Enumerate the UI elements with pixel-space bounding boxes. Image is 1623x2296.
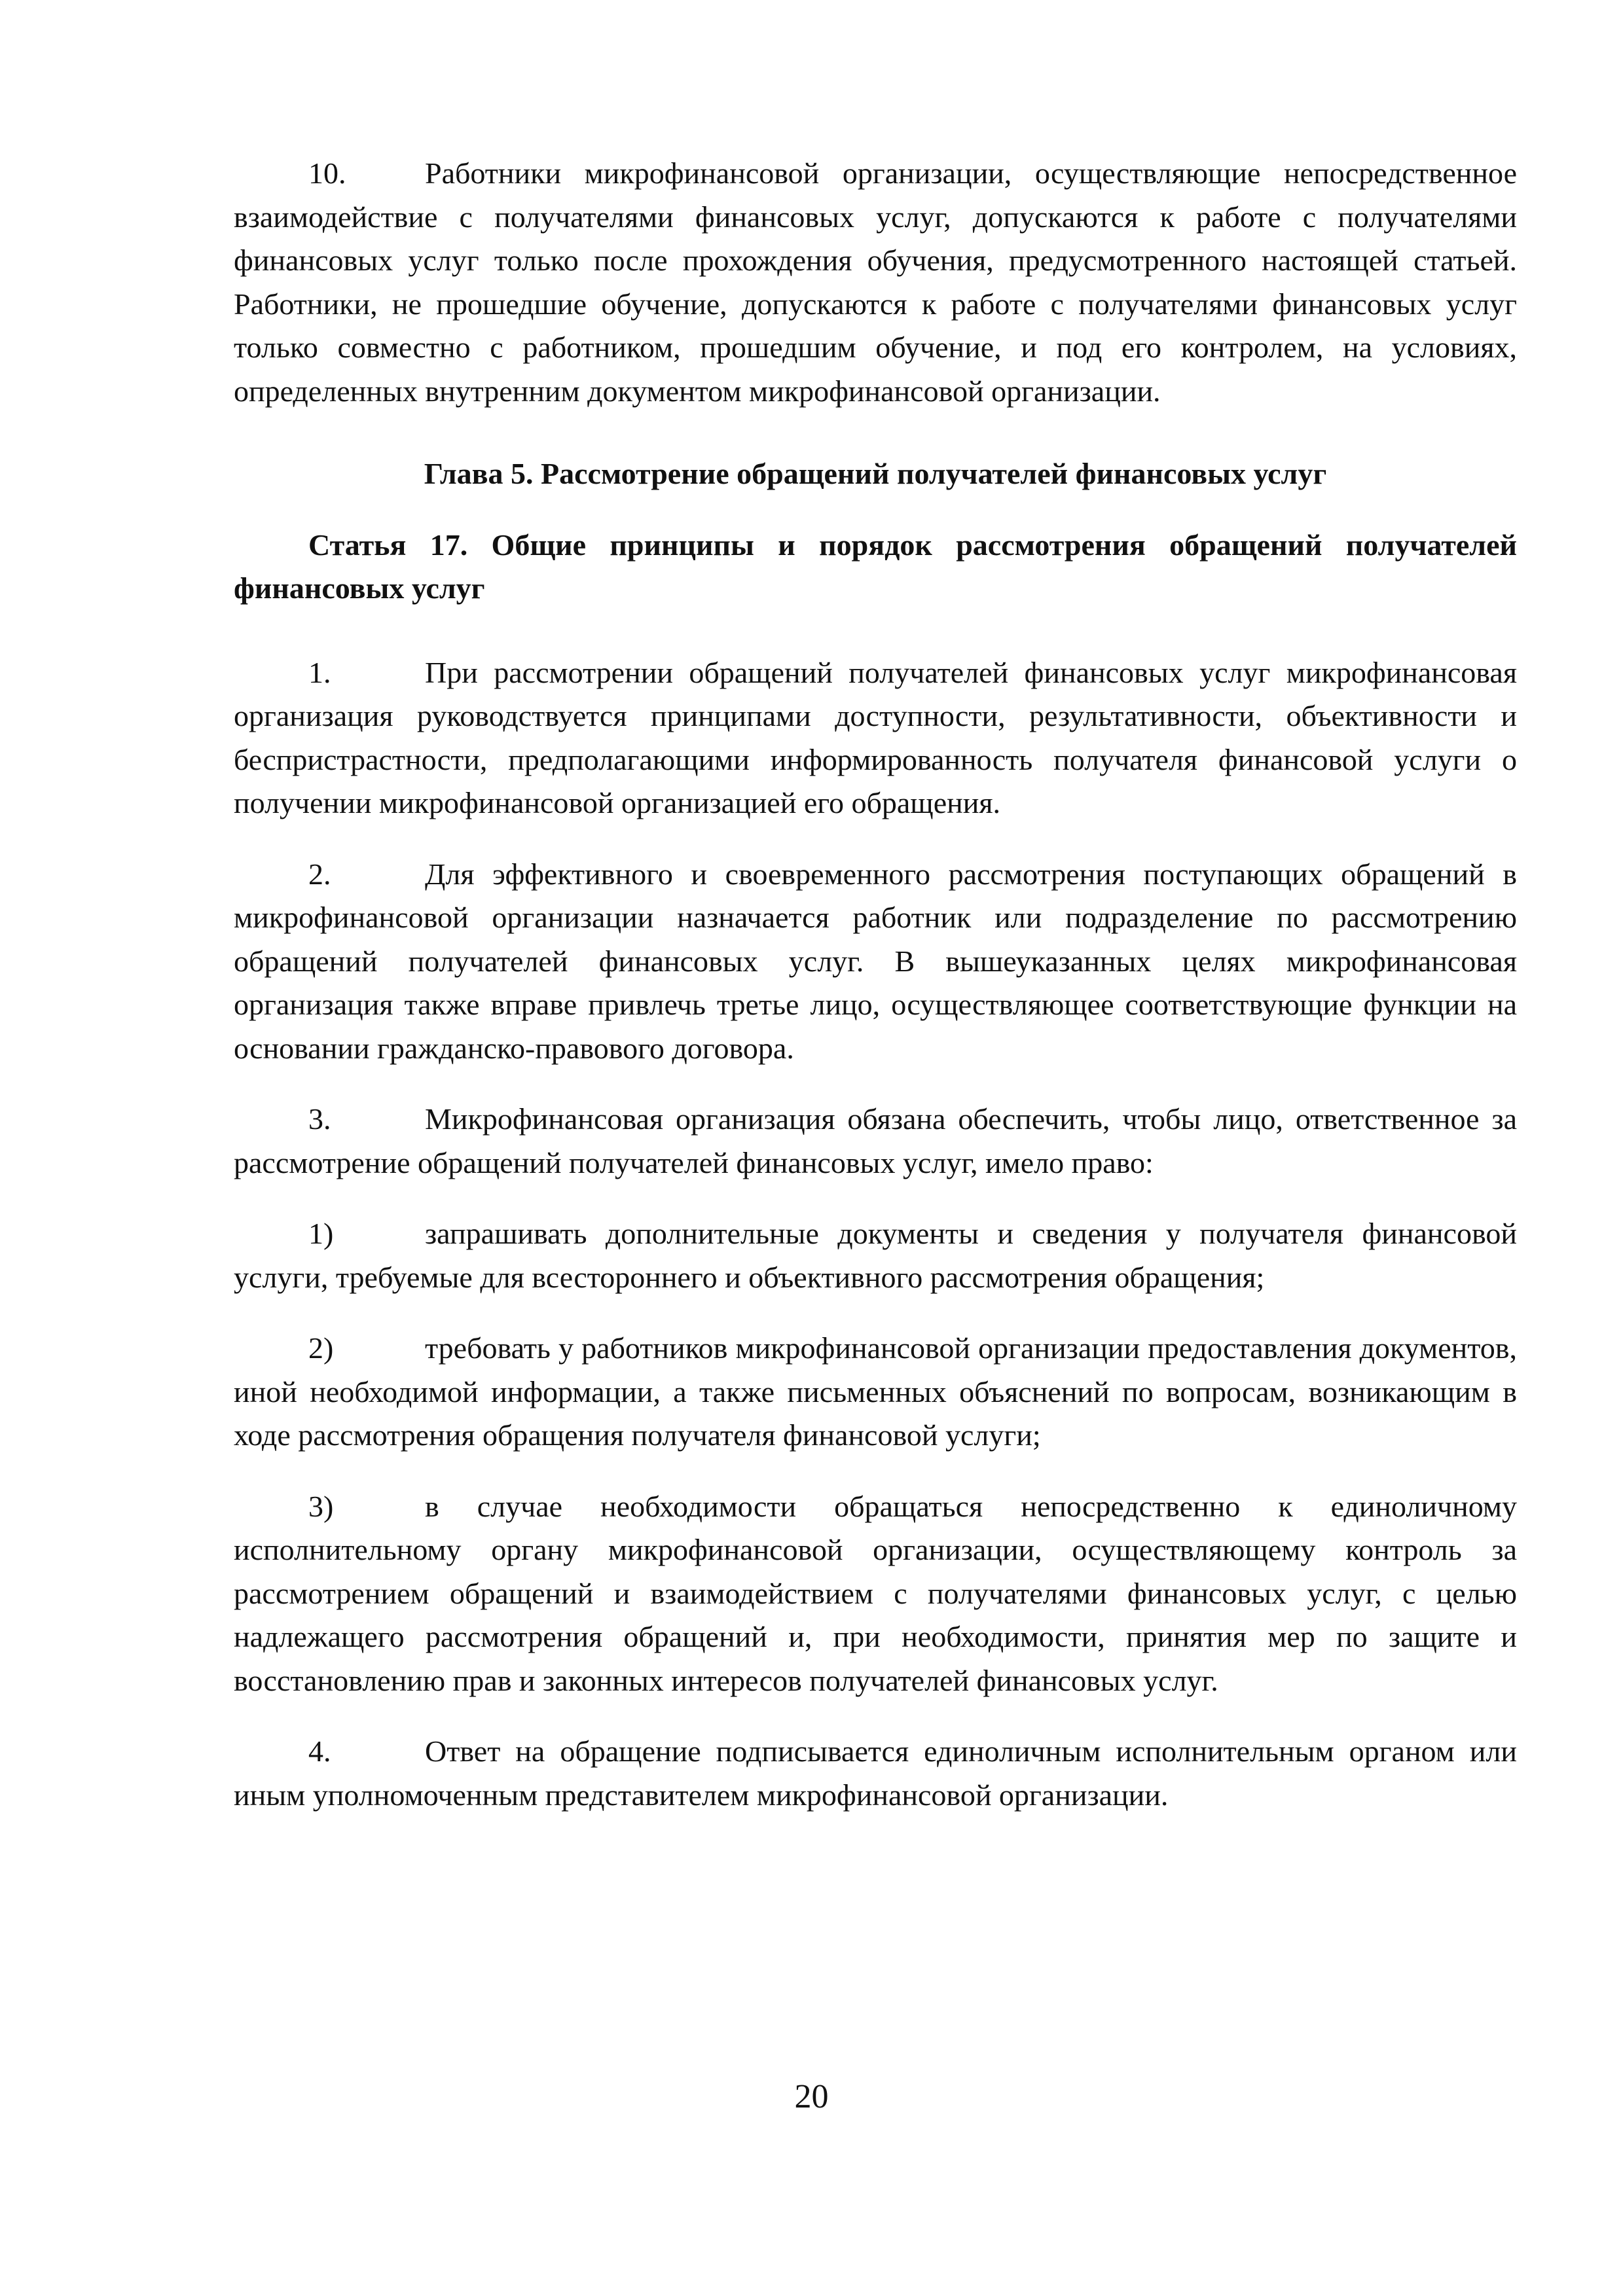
paragraph-10 bbox=[234, 152, 1517, 413]
chapter-title: Глава 5. Рассмотрение обращений получателей финансовых услуг bbox=[424, 457, 1327, 490]
subparagraph-3 bbox=[234, 1485, 1517, 1703]
paragraph-text: Ответ на обращение подписывается единоличным исполнительным органом или иным уполномоченным представителем микрофинансовой организации. bbox=[234, 1734, 1517, 1812]
paragraph-3 bbox=[234, 1098, 1517, 1185]
paragraph-text: запрашивать дополнительные документы и сведения у получателя финансовой услуги, требуемые для всестороннего и объективного рассмотрения обращения; bbox=[234, 1217, 1517, 1294]
paragraph-text: Работники микрофинансовой организации, осуществляющие непосредственное взаимодействие с получателями финансовых услуг, допускаются к работе с получателями финансовых услуг только после прохождения обучения, предусмотренного настоящей статьей. Работники, не прошедшие обучение, допускаются к работе с получателями финансовых услуг только совместно с работником, прошедшим обучение, и под его контролем, на условиях, определенных внутренним документом микрофинансовой организации. bbox=[234, 156, 1517, 408]
page-number: 20 bbox=[794, 2078, 829, 2115]
paragraph-number: 3) bbox=[308, 1489, 334, 1523]
paragraph-1 bbox=[234, 651, 1517, 825]
paragraph-number: 1) bbox=[308, 1217, 334, 1250]
paragraph-text: требовать у работников микрофинансовой организации предоставления документов, иной необходимой информации, а также письменных объяснений по вопросам, возникающим в ходе рассмотрения обращения получателя финансовой услуги; bbox=[234, 1331, 1517, 1452]
paragraph-2 bbox=[234, 853, 1517, 1071]
document-page bbox=[234, 152, 1517, 1817]
paragraph-number: 1. bbox=[308, 655, 331, 689]
paragraph-number: 10. bbox=[308, 156, 346, 190]
paragraph-number: 2) bbox=[308, 1331, 334, 1365]
paragraph-4 bbox=[234, 1730, 1517, 1817]
article-title: Статья 17. Общие принципы и порядок рассмотрения обращений получателей финансовых услуг bbox=[234, 528, 1517, 605]
paragraph-text: При рассмотрении обращений получателей финансовых услуг микрофинансовая организация руководствуется принципами доступности, результативности, объективности и беспристрастности, предполагающими информированность получателя финансовой услуги о получении микрофинансовой организацией его обращения. bbox=[234, 655, 1517, 819]
subparagraph-2 bbox=[234, 1327, 1517, 1458]
subparagraph-1 bbox=[234, 1212, 1517, 1299]
paragraph-number: 3. bbox=[308, 1102, 331, 1136]
paragraph-number: 2. bbox=[308, 857, 331, 891]
paragraph-text: Микрофинансовая организация обязана обеспечить, чтобы лицо, ответственное за рассмотрение обращений получателей финансовых услуг, имело право: bbox=[234, 1102, 1517, 1179]
paragraph-number: 4. bbox=[308, 1734, 331, 1768]
paragraph-text: Для эффективного и своевременного рассмотрения поступающих обращений в микрофинансовой организации назначается работник или подразделение по рассмотрению обращений получателей финансовых услуг. В вышеуказанных целях микрофинансовая организация также вправе привлечь третье лицо, осуществляющее соответствующие функции на основании гражданско-правового договора. bbox=[234, 857, 1517, 1065]
paragraph-text: в случае необходимости обращаться непосредственно к единоличному исполнительному органу микрофинансовой организации, осуществляющему контроль за рассмотрением обращений и взаимодействием с получателями финансовых услуг, с целью надлежащего рассмотрения обращений и, при необходимости, принятия мер по защите и восстановлению прав и законных интересов получателей финансовых услуг. bbox=[234, 1489, 1517, 1697]
